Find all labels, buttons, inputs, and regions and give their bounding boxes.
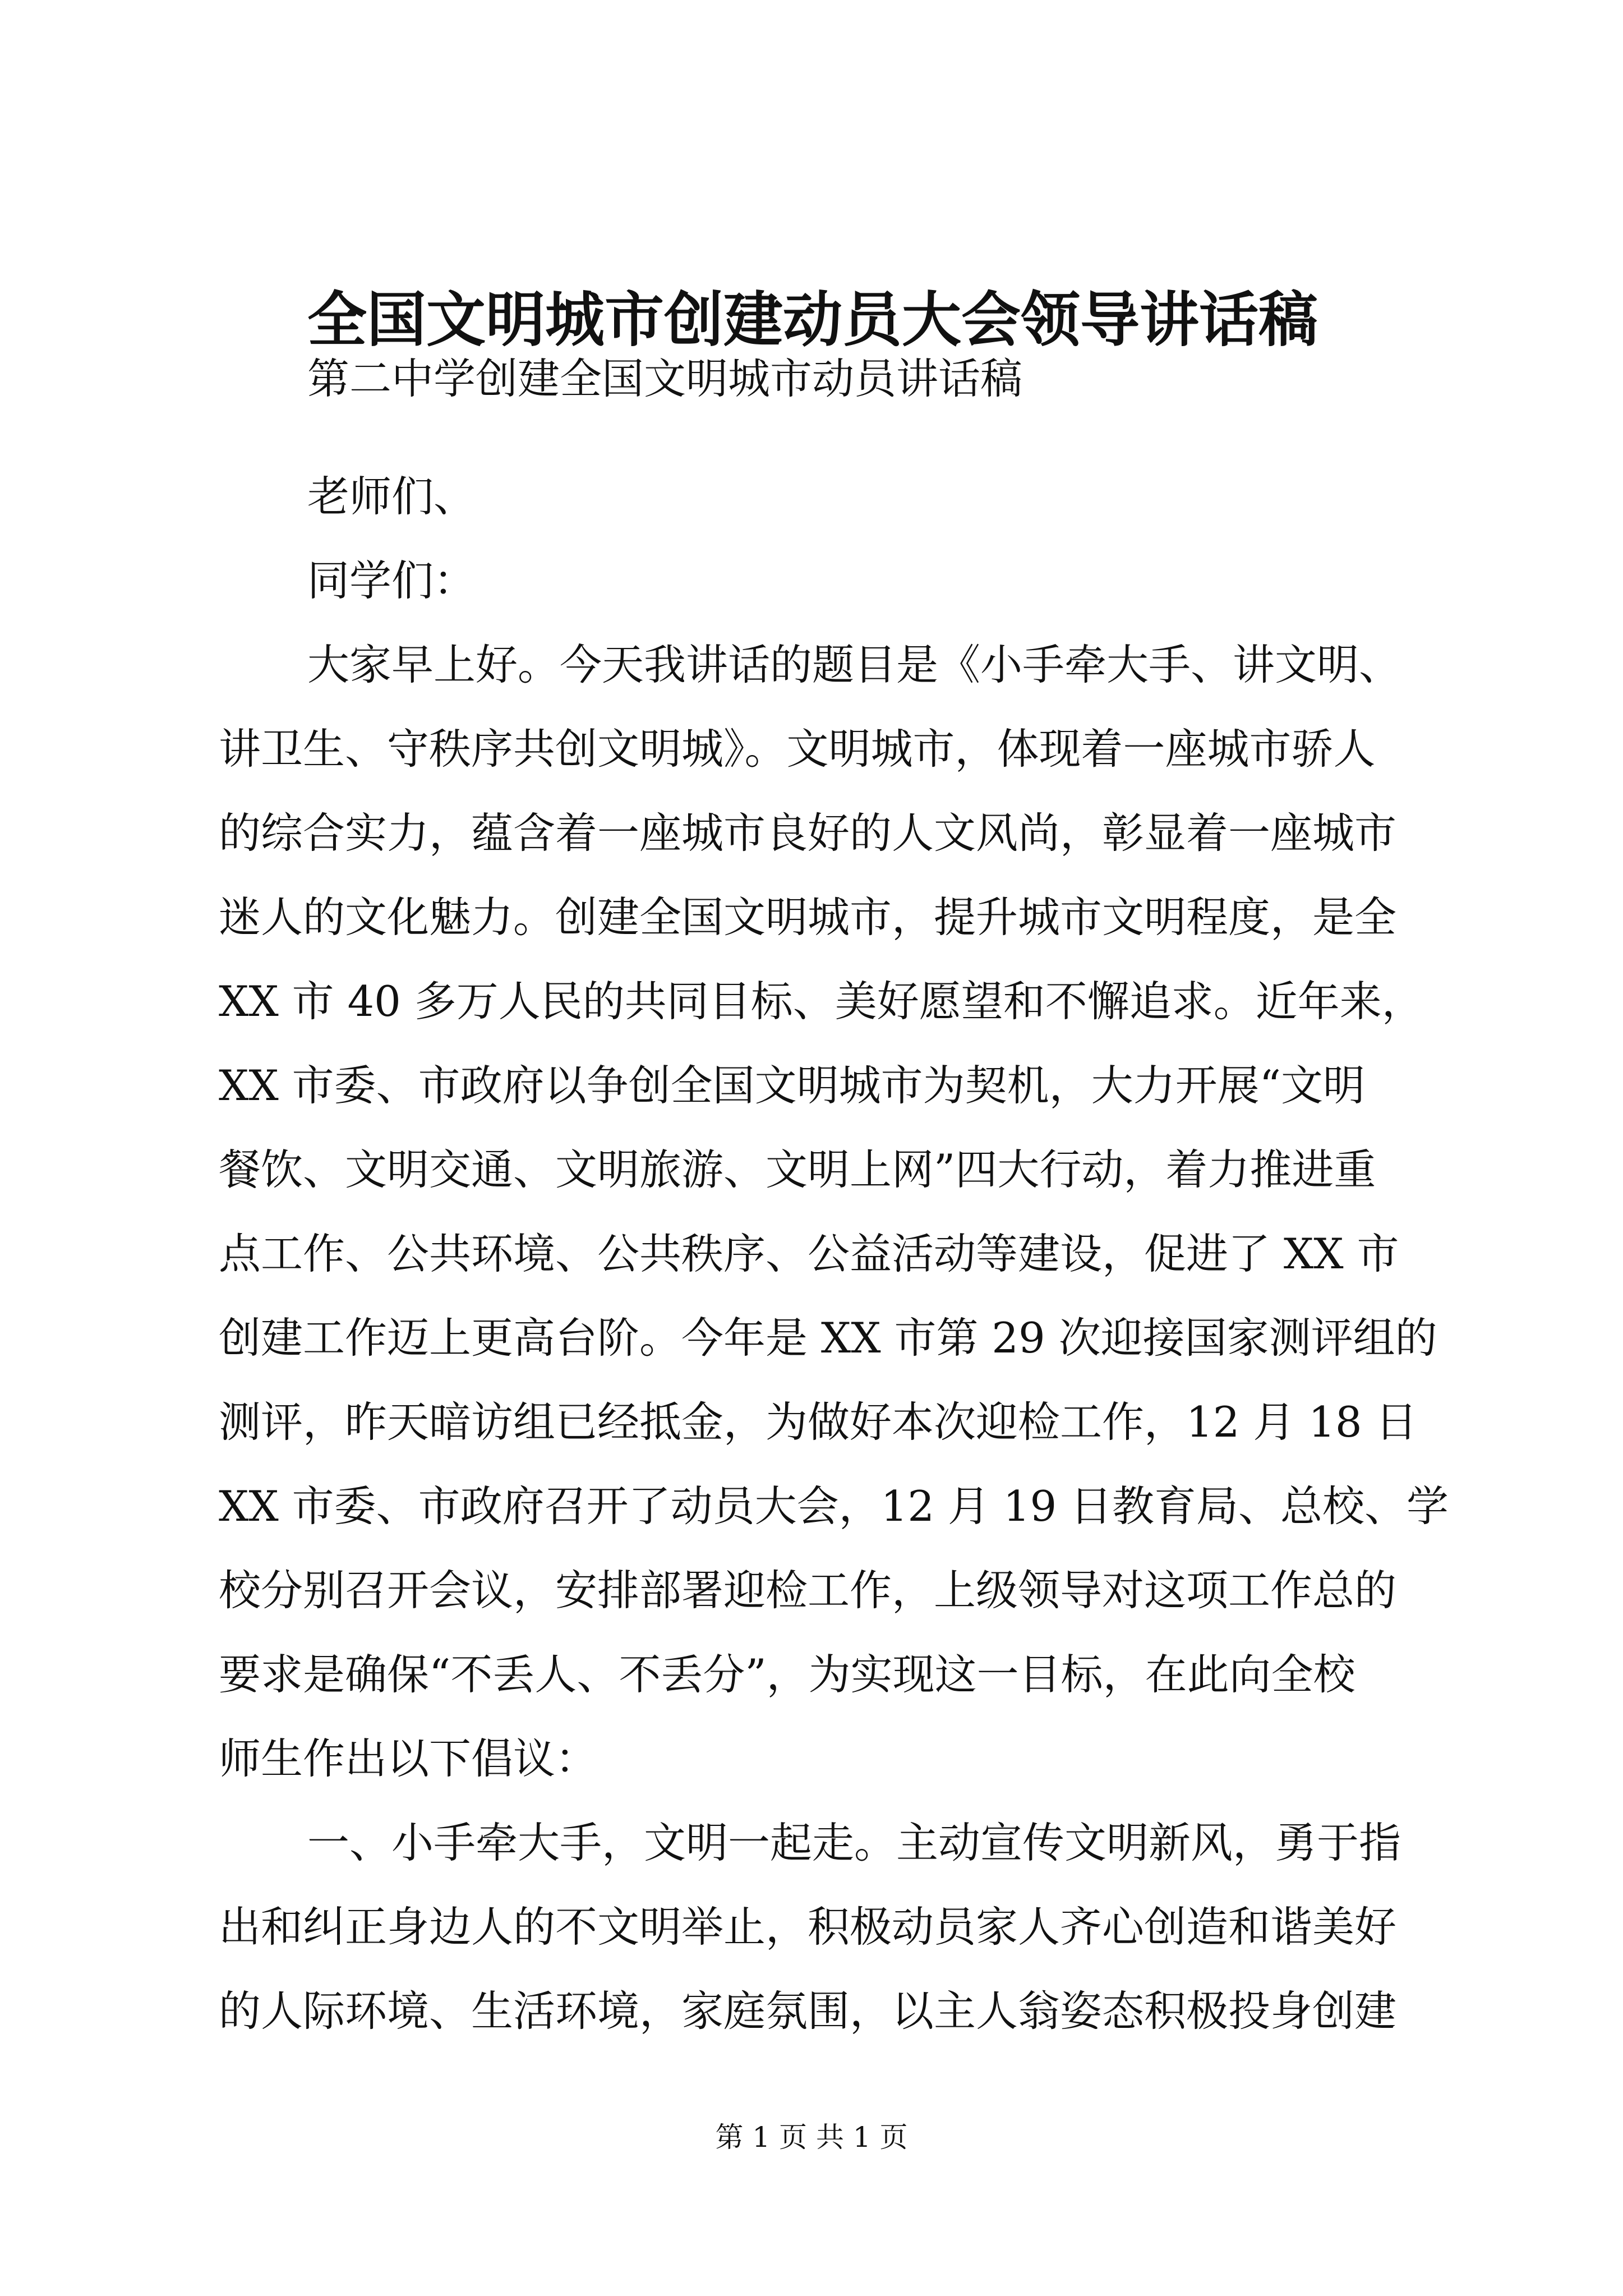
- paragraph-1-line: 的综合实力，蕴含着一座城市良好的人文风尚，彰显着一座城市: [219, 808, 1397, 858]
- document-title: 全国文明城市创建动员大会领导讲话稿: [307, 284, 1318, 355]
- paragraph-1-line: XX 市委、市政府以争创全国文明城市为契机，大力开展“文明: [219, 1061, 1365, 1110]
- paragraph-1-line: 大家早上好。今天我讲话的题目是《小手牵大手、讲文明、: [307, 640, 1401, 689]
- paragraph-1-line: 测评，昨天暗访组已经抵金，为做好本次迎检工作，12 月 18 日: [219, 1397, 1418, 1447]
- salutation-students: 同学们：: [307, 556, 476, 605]
- paragraph-1-line: 餐饮、文明交通、文明旅游、文明上网”四大行动，着力推进重: [219, 1145, 1376, 1194]
- paragraph-1-line: XX 市 40 多万人民的共同目标、美好愿望和不懈追求。近年来，: [219, 977, 1424, 1026]
- paragraph-2-line: 一、小手牵大手，文明一起走。主动宣传文明新风，勇于指: [307, 1818, 1401, 1867]
- paragraph-1-line: XX 市委、市政府召开了动员大会，12 月 19 日教育局、总校、学: [219, 1481, 1449, 1531]
- page-footer: 第 1 页 共 1 页: [715, 2121, 908, 2154]
- paragraph-1-line: 校分别召开会议，安排部署迎检工作，上级领导对这项工作总的: [219, 1566, 1397, 1615]
- document-subtitle: 第二中学创建全国文明城市动员讲话稿: [307, 354, 1023, 403]
- salutation-teachers: 老师们、: [307, 472, 476, 521]
- paragraph-2-line: 出和纠正身边人的不文明举止，积极动员家人齐心创造和谐美好: [219, 1902, 1397, 1952]
- paragraph-1-line: 师生作出以下倡议：: [219, 1734, 598, 1783]
- paragraph-1-line: 迷人的文化魅力。创建全国文明城市，提升城市文明程度，是全: [219, 892, 1397, 942]
- paragraph-2-line: 的人际环境、生活环境，家庭氛围，以主人翁姿态积极投身创建: [219, 1986, 1397, 2036]
- paragraph-1-line: 要求是确保“不丢人、不丢分”，为实现这一目标，在此向全校: [219, 1650, 1355, 1699]
- paragraph-1-line: 讲卫生、守秩序共创文明城》。文明城市，体现着一座城市骄人: [219, 724, 1376, 774]
- paragraph-1-line: 点工作、公共环境、公共秩序、公益活动等建设，促进了 XX 市: [219, 1229, 1399, 1278]
- paragraph-1-line: 创建工作迈上更高台阶。今年是 XX 市第 29 次迎接国家测评组的: [219, 1313, 1437, 1363]
